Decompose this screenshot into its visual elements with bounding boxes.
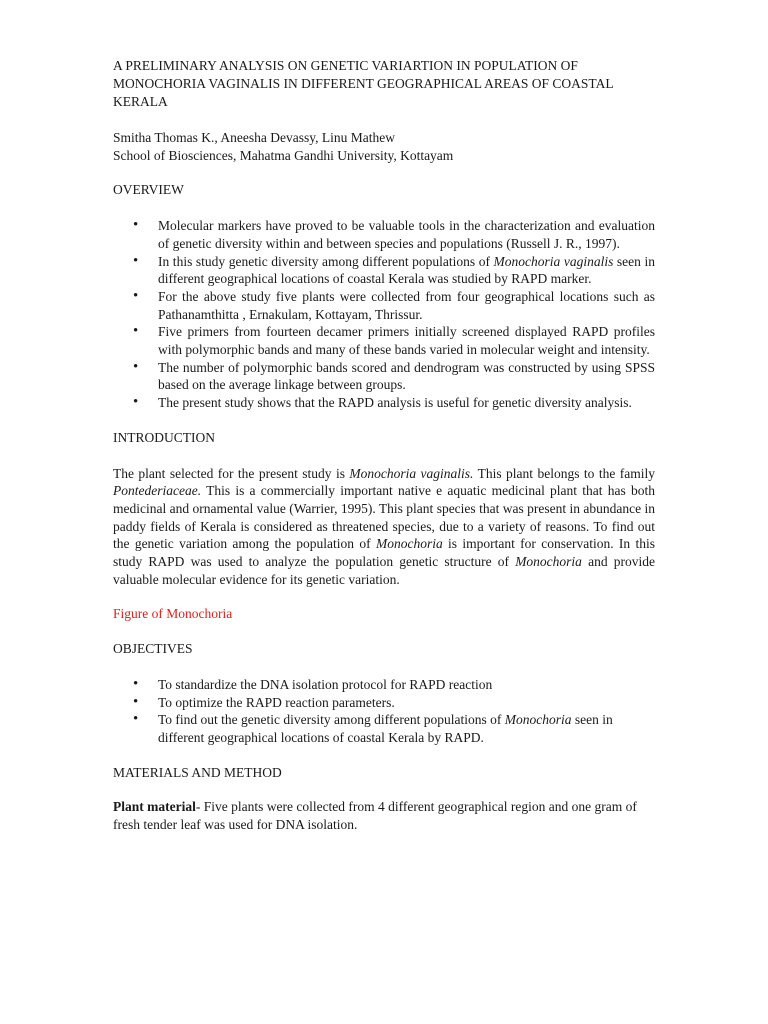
list-item: • Five primers from fourteen decamer primers initially screened displayed RAPD profiles with polymorphic bands and many of these bands varied in molecular weight and intensity. [113, 323, 655, 358]
introduction-heading: INTRODUCTION [113, 429, 215, 445]
objectives-list [113, 676, 655, 747]
genus-name: Monochoria [515, 554, 582, 570]
objectives-heading: OBJECTIVES [113, 641, 193, 657]
species-name: Monochoria vaginalis. [349, 465, 474, 481]
document-page [113, 57, 655, 834]
genus-name: Monochoria [504, 712, 572, 728]
list-item: • The number of polymorphic bands scored and dendrogram was constructed by using SPSS based on the average linkage between groups. [113, 359, 655, 394]
plant-material-paragraph: Plant material- Five plants were collected from 4 different geographical region and one gram of fresh tender leaf was used for DNA isolation. [113, 799, 637, 833]
list-item: • For the above study five plants were collected from four geographical locations such as Pathanamthitta , Ernakulam, Kottayam, Thrissur. [113, 288, 655, 323]
authors: Smitha Thomas K., Aneesha Devassy, Linu Mathew [113, 130, 395, 145]
materials-heading: MATERIALS AND METHOD [113, 764, 282, 780]
overview-heading: OVERVIEW [113, 182, 184, 198]
introduction-paragraph: The plant selected for the present study is Monochoria vaginalis. This plant belongs to the family Pontederiaceae. This is a commercially important native e aquatic medicinal plant that has both medicinal and ornamental value (Warrier, 1995). This plant species that was present in abundance in paddy fields of Kerala is considered as threatened species, due to a variety of reasons. To find out the genetic variation among the population of Monochoria is important for conservation. In this study RAPD was used to analyze the population genetic structure of Monochoria and provide valuable molecular evidence for its genetic variation. [113, 465, 655, 587]
list-item: • To optimize the RAPD reaction parameters. [113, 694, 655, 712]
list-item: • To standardize the DNA isolation protocol for RAPD reaction [113, 676, 655, 694]
list-item: • To find out the genetic diversity among different populations of Monochoria seen in different geographical locations of coastal Kerala by RAPD. [113, 711, 655, 746]
family-name: Pontederiaceae. [113, 483, 202, 499]
affiliation: School of Biosciences, Mahatma Gandhi University, Kottayam [113, 147, 454, 163]
overview-list [113, 217, 655, 412]
list-item: • Molecular markers have proved to be valuable tools in the characterization and evaluation of genetic diversity within and between species and populations (Russell J. R., 1997). [113, 217, 655, 252]
list-item: • The present study shows that the RAPD analysis is useful for genetic diversity analysis. [113, 394, 655, 412]
list-item: • In this study genetic diversity among different populations of Monochoria vaginalis seen in different geographical locations of coastal Kerala was studied by RAPD marker. [113, 253, 655, 288]
plant-material-label: Plant material [113, 799, 196, 815]
paper-title: A PRELIMINARY ANALYSIS ON GENETIC VARIARTION IN POPULATION OF MONOCHORIA VAGINALIS IN DIFFERENT GEOGRAPHICAL AREAS OF COASTAL KERALA [113, 58, 614, 109]
figure-caption: Figure of Monochoria [113, 606, 233, 622]
species-name: Monochoria vaginalis [493, 253, 614, 269]
genus-name: Monochoria [375, 536, 443, 552]
